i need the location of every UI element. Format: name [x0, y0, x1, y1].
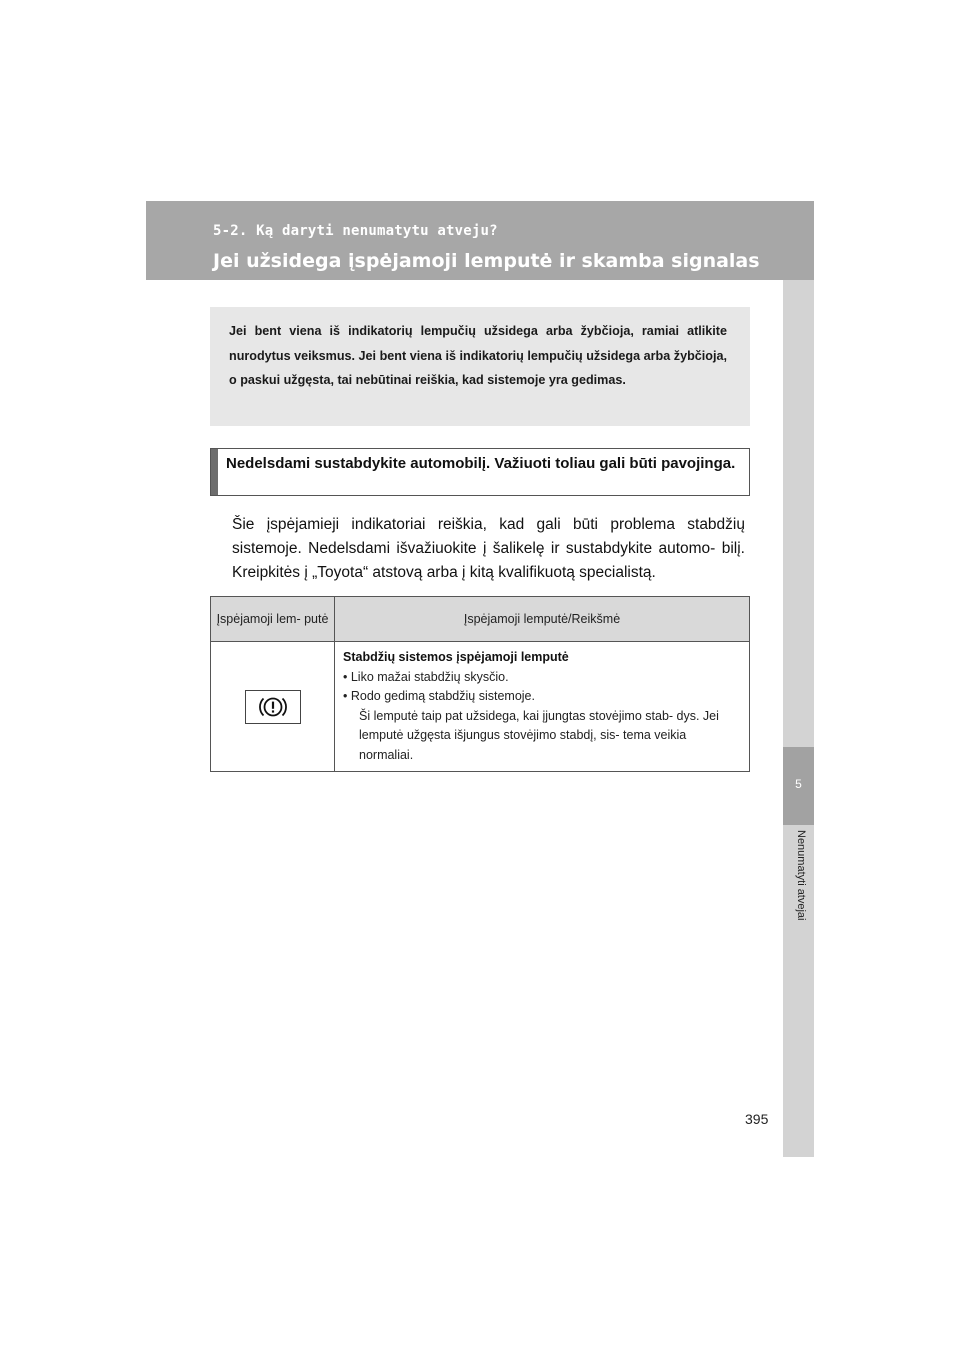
- warning-accent-bar: [211, 449, 218, 495]
- intro-text: Jei bent viena iš indikatorių lempučių užsidega arba žybčioja, ramiai atlikite nurodytus veiksmus. Jei bent viena iš indikatorių lempučių užsidega arba žybčioja, o paskui užgęsta, tai nebūtinai reiškia, kad sistemoje yra gedimas.: [229, 324, 727, 387]
- table-header-row: [211, 597, 750, 642]
- page-header: [146, 201, 814, 280]
- body-paragraph: Šie įspėjamieji indikatoriai reiškia, kad gali būti problema stabdžių sistemoje. Nedelsdami išvažiuokite į šalikelę ir sustabdykite automo- bilį. Kreipkitės į „Toyota“ atstovą arba į kitą kvalifikuotą specialistą.: [232, 516, 745, 581]
- meaning-bullet: • Liko mažai stabdžių skysčio.: [343, 669, 509, 684]
- chapter-side-tab: [783, 280, 814, 1157]
- warning-heading: [210, 448, 750, 496]
- intro-box: [210, 307, 750, 426]
- table-cell-meaning: [335, 642, 750, 772]
- page-title: Jei užsidega įspėjamoji lemputė ir skamba signalas: [213, 250, 760, 272]
- table-row: [211, 642, 750, 772]
- brake-warning-icon-svg: [253, 694, 293, 720]
- brake-warning-icon: [245, 690, 301, 724]
- table-header-meaning: Įspėjamoji lemputė/Reikšmė: [335, 597, 750, 642]
- chapter-number: 5: [795, 777, 802, 791]
- section-label: 5-2. Ką daryti nenumatytu atveju?: [213, 223, 498, 239]
- chapter-title: Nenumatyti atvejai: [795, 830, 807, 921]
- chapter-number-box: [783, 747, 814, 825]
- page-number: 395: [745, 1111, 769, 1127]
- meaning-title: Stabdžių sistemos įspėjamoji lemputė: [343, 650, 569, 664]
- meaning-bullet: • Rodo gedimą stabdžių sistemoje.: [343, 689, 535, 703]
- indicator-table: [210, 596, 750, 772]
- table-header-light: Įspėjamoji lem- putė: [211, 597, 335, 642]
- table-cell-icon: [211, 642, 335, 772]
- warning-text: Nedelsdami sustabdykite automobilį. Važiuoti toliau gali būti pavojinga.: [226, 455, 736, 472]
- meaning-note: Ši lemputė taip pat užsidega, kai įjungtas stovėjimo stab- dys. Jei lemputė užgęsta išjungus stovėjimo stabdį, sis- tema veikia normaliai.: [359, 708, 719, 762]
